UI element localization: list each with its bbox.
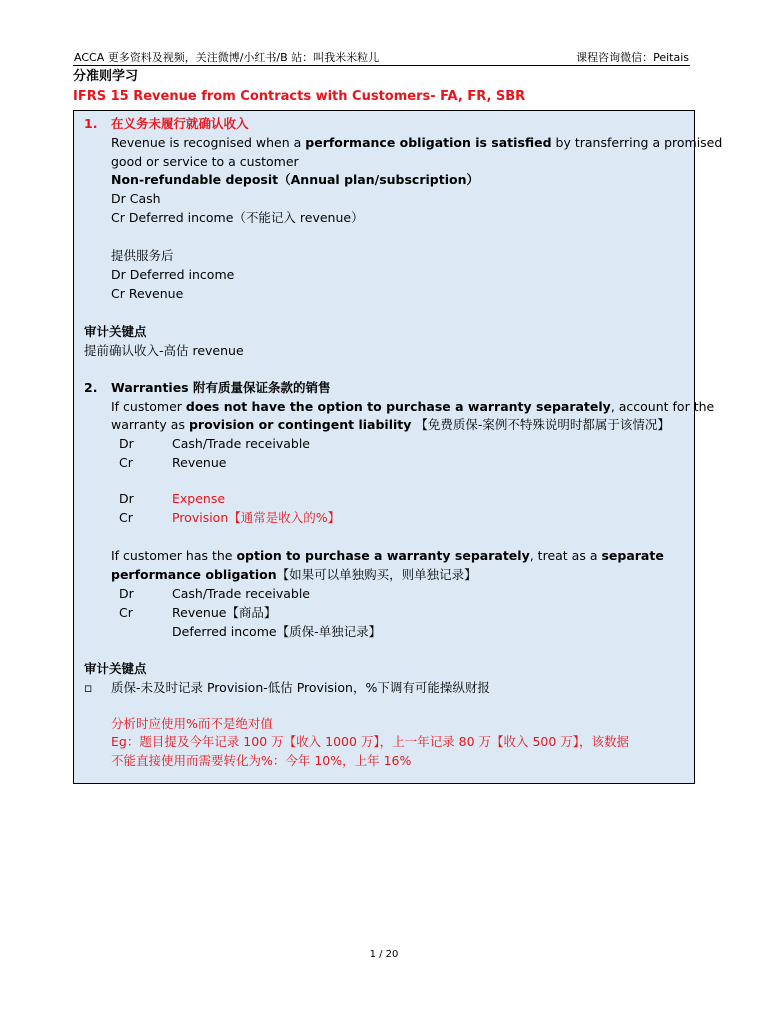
- section1-heading: 在义务未履行就确认收入: [111, 116, 249, 131]
- page-header: [73, 50, 690, 66]
- entry3-dr-side: Dr: [119, 586, 134, 601]
- entry1-cr-account: Revenue: [172, 455, 227, 470]
- section2-paragraph-line3: If customer has the option to purchase a warranty separately, treat as a separate: [111, 548, 664, 563]
- entry3-cr-side: Cr: [119, 605, 133, 620]
- entry3-dr-account: Cash/Trade receivable: [172, 586, 310, 601]
- entry2-cr-account: Provision【通常是收入的%】: [172, 510, 341, 525]
- audit2-text: 质保-未及时记录 Provision-低估 Provision，%下调有可能操纵财报: [111, 680, 490, 695]
- entry3-deferred-account: Deferred income【质保-单独记录】: [172, 624, 382, 639]
- audit1-heading: 审计关键点: [84, 324, 147, 339]
- section1-number: 1.: [84, 116, 98, 131]
- audit2-note-line2: Eg：题目提及今年记录 100 万【收入 1000 万】，上一年记录 80 万【收入 500 万】，该数据: [111, 734, 630, 749]
- entry2-cr-side: Cr: [119, 510, 133, 525]
- section2-paragraph-line1: If customer does not have the option to purchase a warranty separately, account for the: [111, 399, 715, 414]
- section-subtitle: 分准则学习: [73, 69, 139, 84]
- audit2-note-line1: 分析时应使用%而不是绝对值: [111, 716, 273, 731]
- audit1-text: 提前确认收入-高估 revenue: [84, 343, 244, 358]
- header-left: ACCA 更多资料及视频，关注微博/小红书/B 站：叫我米米粒儿: [74, 51, 380, 64]
- section2-paragraph-line2: warranty as provision or contingent liability 【免费质保-案例不特殊说明时都属于该情况】: [111, 417, 670, 432]
- entry-cr-deferred: Cr Deferred income（不能记入 revenue）: [111, 210, 364, 225]
- section1-paragraph-line1: Revenue is recognised when a performance obligation is satisfied by transferring a promised: [111, 135, 723, 150]
- section2-number: 2.: [84, 380, 98, 395]
- entry3-cr-account: Revenue【商品】: [172, 605, 277, 620]
- entry2-dr-account: Expense: [172, 491, 226, 506]
- audit2-note-line3: 不能直接使用而需要转化为%：今年 10%，上年 16%: [111, 753, 412, 768]
- entry-dr-cash: Dr Cash: [111, 191, 161, 206]
- entry2-dr-side: Dr: [119, 491, 134, 506]
- content-box: [73, 110, 723, 784]
- entry-cr-revenue: Cr Revenue: [111, 286, 184, 301]
- audit2-heading: 审计关键点: [84, 661, 147, 676]
- section2-heading: Warranties 附有质量保证条款的销售: [111, 380, 331, 395]
- header-right: 课程咨询微信：Peitais: [576, 51, 689, 64]
- entry1-dr-account: Cash/Trade receivable: [172, 436, 310, 451]
- audit2-bullet: ▫: [84, 680, 93, 695]
- section2-paragraph-line4: performance obligation【如果可以单独购买，则单独记录】: [111, 567, 477, 582]
- entry1-dr-side: Dr: [119, 436, 134, 451]
- entry1-cr-side: Cr: [119, 455, 133, 470]
- after-service-label: 提供服务后: [111, 248, 174, 263]
- page-number: 1 / 20: [369, 949, 399, 960]
- section1-paragraph-line2: good or service to a customer: [111, 154, 299, 169]
- entry-dr-deferred: Dr Deferred income: [111, 267, 235, 282]
- document-title: IFRS 15 Revenue from Contracts with Customers- FA, FR, SBR: [73, 89, 526, 104]
- deposit-heading: Non-refundable deposit（Annual plan/subscription）: [111, 172, 479, 187]
